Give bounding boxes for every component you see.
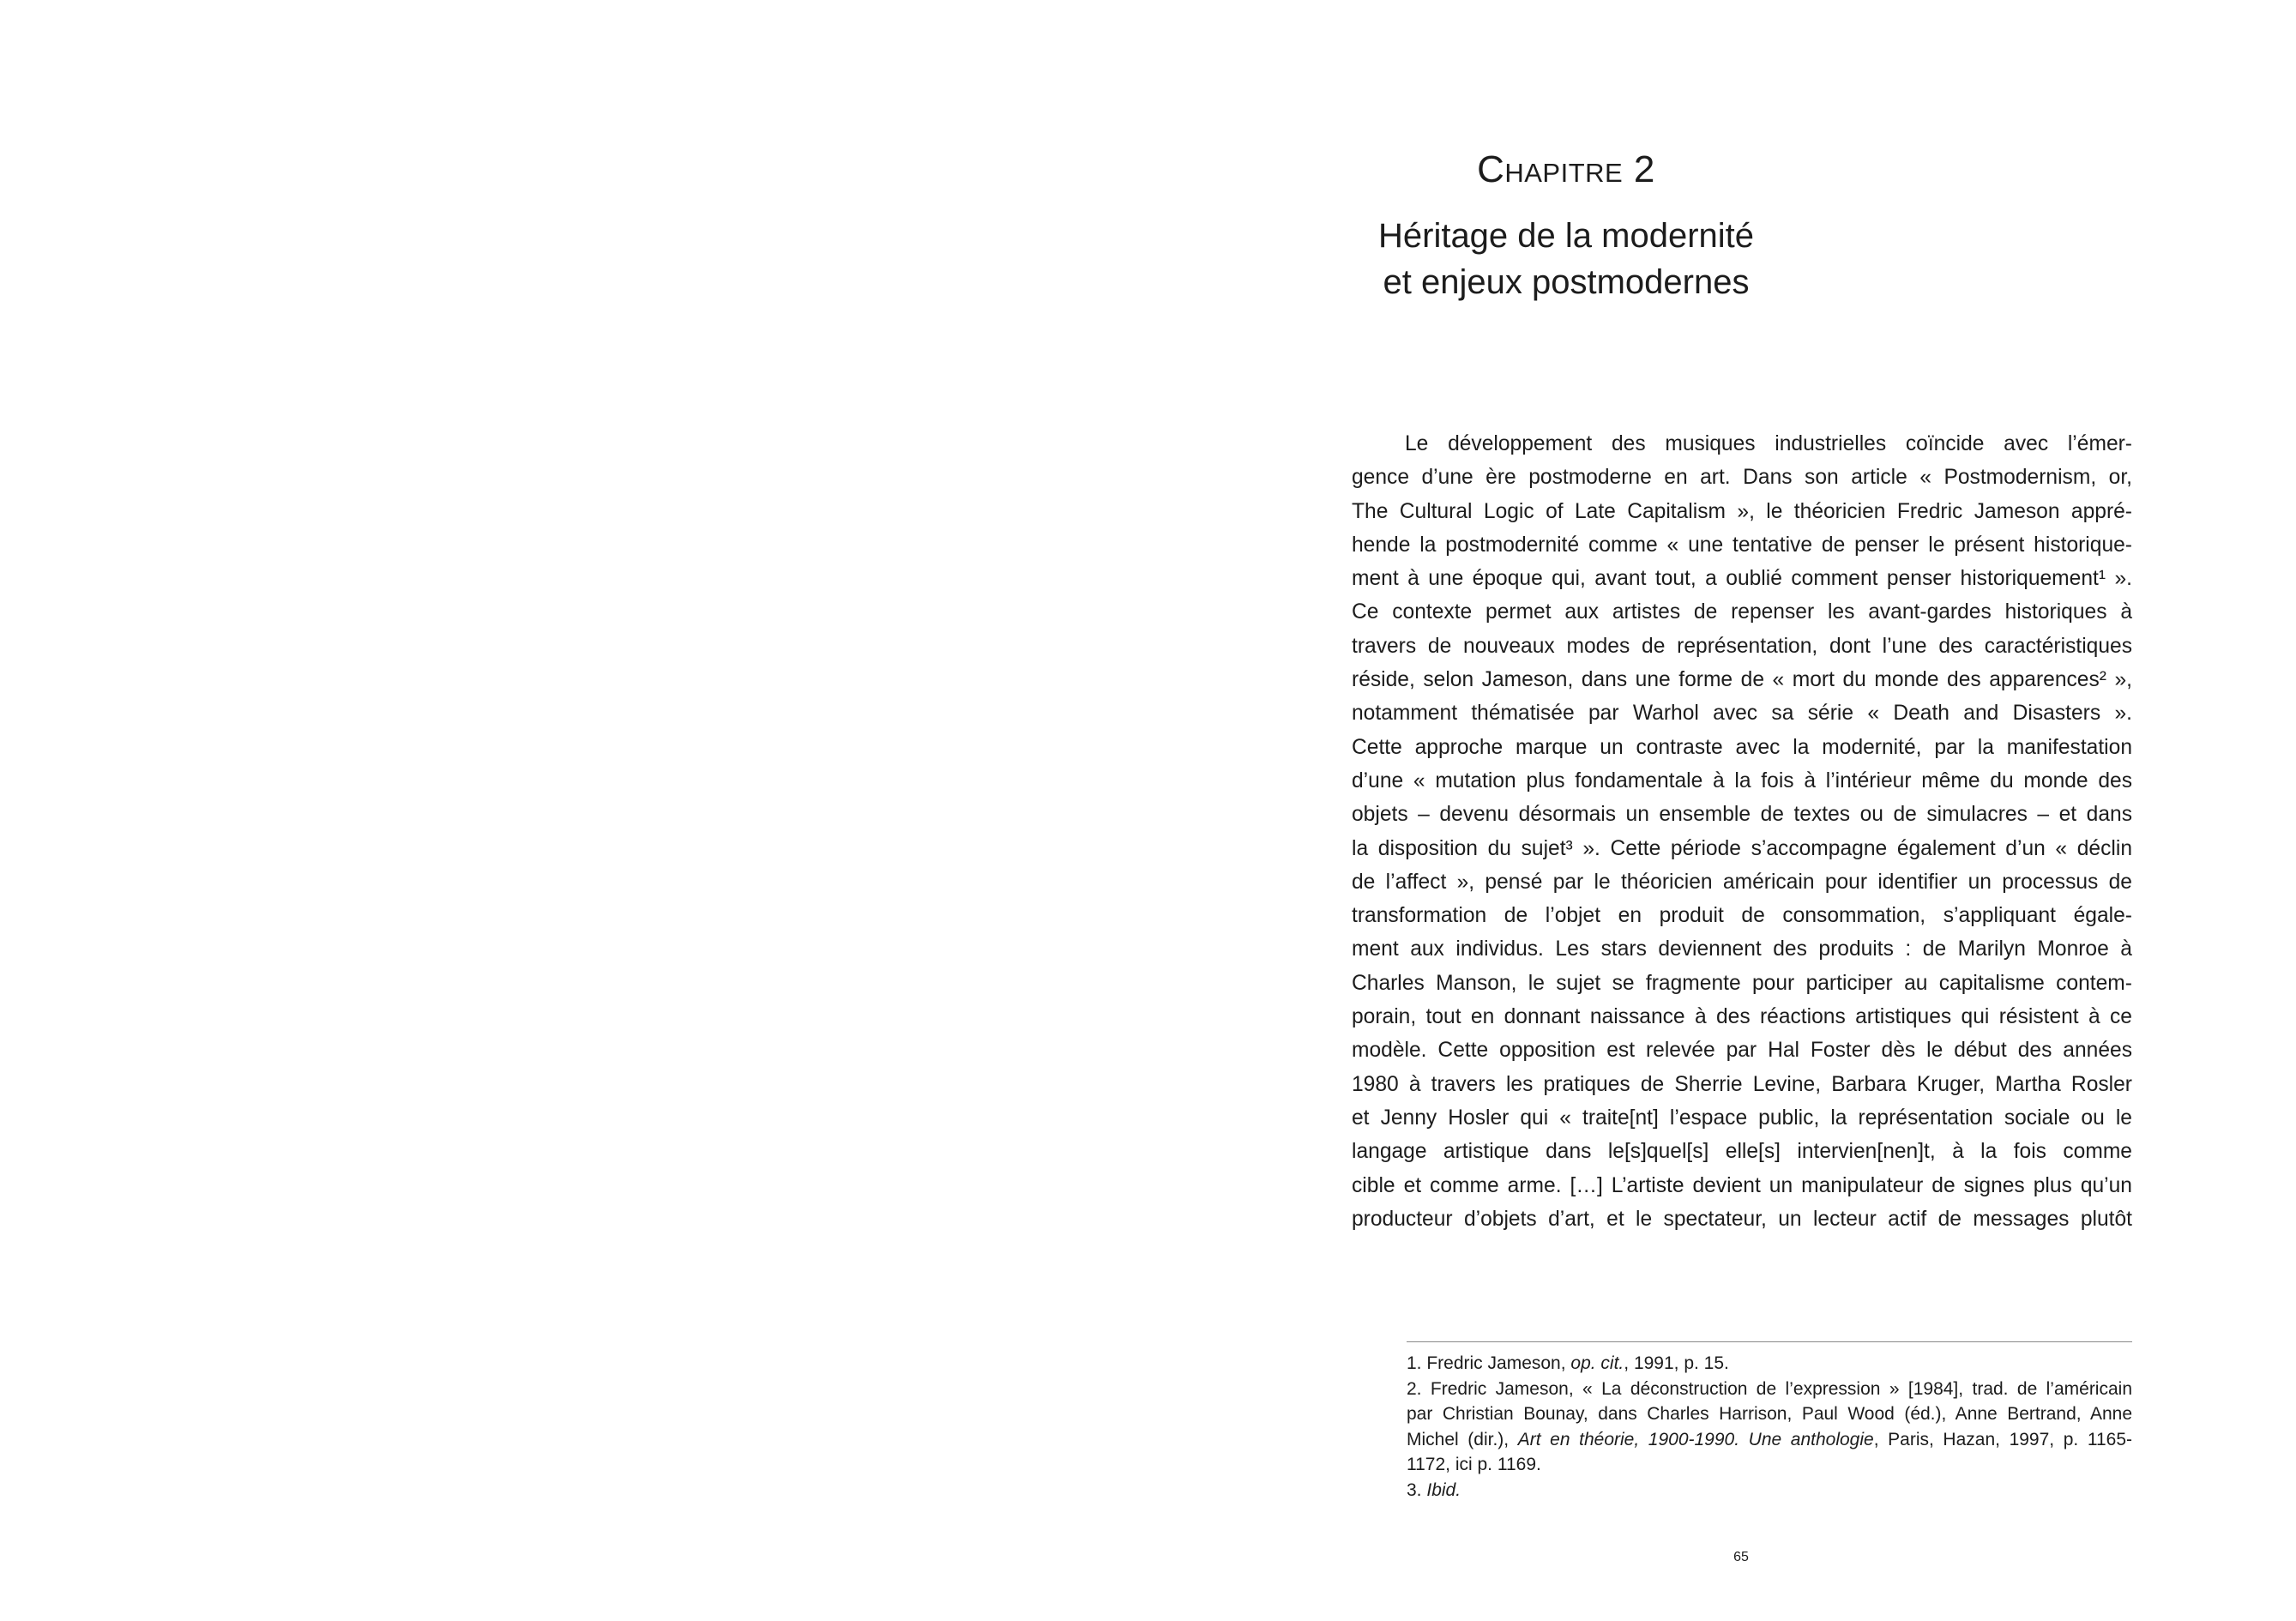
footnote-2-line: par Christian Bounay, dans Charles Harrison, Paul Wood (éd.), Anne Bertrand, Anne (1407, 1404, 2132, 1424)
body-line: producteur d’objets d’art, et le spectateur, un lecteur actif de messages plutôt (1352, 1207, 2132, 1231)
footnote-2-text-end: , Paris, Hazan, 1997, p. 1165- (1873, 1429, 2132, 1449)
body-line: notamment thématisée par Warhol avec sa série « Death and Disasters ». (1352, 702, 2132, 726)
body-paragraph (1352, 427, 2132, 1236)
body-line: la disposition du sujet³ ». Cette période s’accompagne également d’un « déclin (1352, 836, 2132, 860)
chapter-title (1192, 213, 1940, 305)
body-line: Ce contexte permet aux artistes de repenser les avant-gardes historiques à (1352, 600, 2132, 624)
footnote-3 (1407, 1478, 2132, 1503)
body-line: cible et comme arme. […] L’artiste devient un manipulateur de signes plus qu’un (1352, 1173, 2132, 1197)
body-line: objets – devenu désormais un ensemble de textes ou de simulacres – et dans (1352, 803, 2132, 827)
body-line: gence d’une ère postmoderne en art. Dans son article « Postmodernism, or, (1352, 466, 2132, 490)
footnote-3-text: 3. (1407, 1479, 1427, 1500)
footnote-1-text: 1. Fredric Jameson, (1407, 1353, 1571, 1373)
body-line: The Cultural Logic of Late Capitalism », le théoricien Fredric Jameson appré- (1352, 499, 2132, 523)
footnotes (1407, 1341, 2132, 1503)
chapter-heading (1192, 144, 1940, 305)
chapter-label: Chapitre 2 (1477, 148, 1655, 190)
body-line: travers de nouveaux modes de représentation, dont l’une des caractéristiques (1352, 634, 2132, 658)
body-line: et Jenny Hosler qui « traite[nt] l’espace public, la représentation sociale ou le (1352, 1106, 2132, 1130)
body-line: transformation de l’objet en produit de consommation, s’appliquant égale- (1352, 904, 2132, 928)
footnote-2-text: Michel (dir.), (1407, 1429, 1518, 1449)
footnote-2-italic: Art en théorie, 1900-1990. Une anthologie (1517, 1429, 1874, 1449)
chapter-title-line-2: et enjeux postmodernes (1383, 263, 1750, 301)
body-line: 1980 à travers les pratiques de Sherrie Levine, Barbara Kruger, Martha Rosler (1352, 1072, 2132, 1096)
body-line: modèle. Cette opposition est relevée par Hal Foster dès le début des années (1352, 1039, 2132, 1063)
footnote-1-italic: op. cit. (1570, 1353, 1624, 1373)
footnote-1-text-end: , 1991, p. 15. (1624, 1353, 1729, 1373)
page-number: 65 (1733, 1550, 1749, 1564)
body-line: Cette approche marque un contraste avec la modernité, par la manifestation (1352, 735, 2132, 759)
body-line: Charles Manson, le sujet se fragmente pour participer au capitalisme contem- (1352, 971, 2132, 995)
body-line: hende la postmodernité comme « une tentative de penser le présent historique- (1352, 533, 2132, 557)
body-line: ment aux individus. Les stars deviennent des produits : de Marilyn Monroe à (1352, 937, 2132, 961)
chapter-title-line-1: Héritage de la modernité (1377, 217, 1755, 255)
footnote-2-line: 2. Fredric Jameson, « La déconstruction de l’expression » [1984], trad. de l’américain (1407, 1378, 2132, 1399)
footnote-1 (1407, 1351, 2132, 1377)
footnote-3-italic: Ibid. (1426, 1479, 1461, 1500)
body-line: Le développement des musiques industrielles coïncide avec l’émer- (1405, 432, 2132, 455)
body-line: de l’affect », pensé par le théoricien américain pour identifier un processus de (1352, 870, 2132, 894)
body-line: porain, tout en donnant naissance à des réactions artistiques qui résistent à ce (1352, 1005, 2132, 1029)
body-line: langage artistique dans le[s]quel[s] elle[s] intervien[nen]t, à la fois comme (1352, 1140, 2132, 1164)
footnote-2-line: 1172, ici p. 1169. (1407, 1455, 1541, 1474)
footnote-2-line (1407, 1427, 2132, 1453)
body-line: ment à une époque qui, avant tout, a oublié comment penser historiquement¹ ». (1352, 567, 2132, 591)
body-line: réside, selon Jameson, dans une forme de « mort du monde des apparences² », (1352, 668, 2132, 692)
body-line: d’une « mutation plus fondamentale à la fois à l’intérieur même du monde des (1352, 768, 2132, 792)
